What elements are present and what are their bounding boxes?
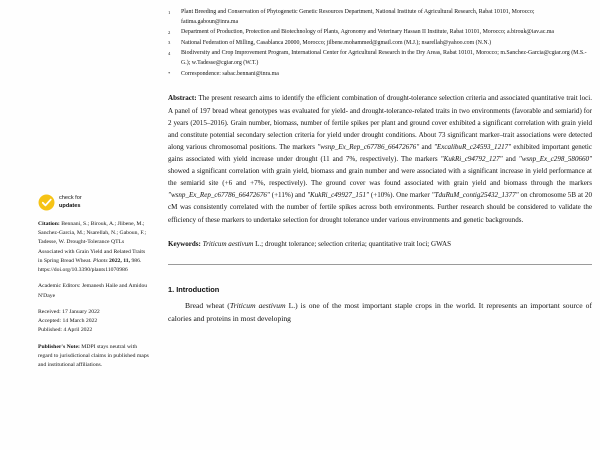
check-circle-icon — [38, 194, 55, 211]
citation-block — [38, 220, 150, 275]
date-received: Received: 17 January 2022 — [38, 308, 100, 315]
abstract-text-part-5: showed a significant correlation with grain yield, biomass and grain number and were associated with a significant increase in yield performance at the semiarid site (+6 and +7%, respectively). The ground cover was found associated with grain yield and biomass through the markers — [168, 167, 592, 188]
citation-year-volume: 2022, 11, — [107, 257, 131, 264]
abstract-marker-7: "TduRuM_contig25432_1377" — [431, 191, 519, 200]
correspondence-marker: * — [168, 71, 171, 77]
affiliation-marker: 1 — [168, 9, 171, 15]
citation-pages: 986. — [130, 257, 142, 264]
affiliation-item — [168, 28, 592, 38]
intro-species-name: Triticum aestivum — [229, 300, 286, 310]
badge-line-1: check for — [59, 195, 82, 202]
abstract-text-part-7: (+10%). One marker — [368, 191, 432, 200]
publisher-note-label: Publisher's Note: — [38, 343, 80, 350]
affiliation-item — [168, 49, 592, 69]
correspondence-text: Correspondence: sabac.bennani@inra.ma — [181, 70, 279, 77]
abstract-section — [168, 92, 592, 225]
introduction-paragraph — [168, 299, 592, 326]
academic-editors-label: Academic Editors: — [38, 283, 81, 290]
abstract-text-part-3: exhibited important genetic gains associated with yield increase under drought (11 and 7%, respectively). The markers — [168, 142, 592, 163]
abstract-text-part-1: The present research aims to identify the efficient combination of drought-tolerance selection criteria and associated quantitative trait loci. A panel of 197 bread wheat genotypes was evaluated for yield- and drought-tolerance-related traits in two environments (favorable and semiarid) for 2 years (2015–2016). Grain number, biomass, number of fertile spikes per plant and ground cover exhibited a significant correlation with grain yield and constitute potential secondary selection criteria for yield under drought conditions. About 73 significant marker–trait associations were detected along various chromosomal positions. The markers — [168, 94, 592, 151]
academic-editors-names: Jemanesh Haile and Amidou N'Daye — [38, 283, 148, 299]
academic-editors-block — [38, 282, 150, 300]
abstract-marker-5: "wsnp_Ex_Rep_c67786_66472676" — [168, 191, 270, 200]
abstract-text-part-2: and — [419, 142, 434, 151]
affiliation-item — [168, 8, 592, 28]
date-published: Published: 4 April 2022 — [38, 327, 93, 334]
date-accepted: Accepted: 14 March 2022 — [38, 318, 98, 325]
section-divider — [168, 264, 592, 265]
affiliations-list — [168, 8, 592, 79]
abstract-marker-3: "KukRi_c94792_127" — [440, 155, 503, 163]
affiliation-marker: 3 — [168, 40, 171, 46]
abstract-marker-6: "KukRi_c49927_151" — [307, 191, 369, 200]
affiliation-text: National Federation of Milling, Casablanca 20000, Morocco; jilbene.mohammed@gmail.com (M.J.); nsarellah@yahoo.com (N.N.) — [181, 39, 492, 46]
publication-dates-block — [38, 308, 150, 336]
citation-journal: Plants — [93, 257, 108, 264]
check-for-updates-label — [59, 195, 82, 209]
citation-text: Bennani, S.; Birouk, A.; Jlibene, M.; Sanchez-Garcia, M.; Nsarellah, N.; Gaboun, F.; Tadesse, W. Drought-Tolerance QTLs Associated with Grain Yield and Related Traits in Spring Bread Wheat. — [38, 221, 147, 264]
affiliation-text: Biodiversity and Crop Improvement Program, International Center for Agricultural Research in the Dry Areas, Rabat 10101, Morocco; m.Sanchez-Garcia@cgiar.org (M.S.-G.); w.Tadesse@cgiar.org (W.T.) — [181, 50, 587, 67]
citation-doi-link[interactable]: https://doi.org/10.3390/plants11070986 — [38, 267, 128, 274]
keywords-species: Triticum aestivum — [200, 239, 254, 248]
affiliation-text: Plant Breeding and Conservation of Phytogenetic Genetic Resources Department, National Institute of Agricultural Research, Rabat 10101, Morocco; fatima.gaboun@inra.ma — [181, 9, 535, 25]
keywords-label: Keywords: — [168, 239, 201, 248]
keywords-section — [168, 239, 592, 251]
abstract-text-part-4: and — [502, 155, 519, 163]
abstract-label: Abstract: — [168, 94, 197, 103]
affiliation-marker: 2 — [168, 29, 171, 35]
citation-label: Citation: — [38, 221, 60, 227]
affiliation-item — [168, 39, 592, 49]
abstract-marker-1: "wsnp_Ex_Rep_c67786_66472676" — [317, 142, 420, 151]
introduction-heading: 1. Introduction — [168, 284, 220, 294]
abstract-marker-4: "wsnp_Ex_c298_580660" — [518, 155, 592, 163]
article-main-column — [168, 0, 592, 326]
abstract-text-part-8: on chromosome 5B at 20 cM was consistently correlated with the number of fertile spikes across both environments. Further research should be considered to validate the efficiency of these markers to undertake selection for drought tolerance under various environments and genetic backgrounds. — [168, 191, 592, 224]
affiliation-text: Department of Production, Protection and Biotechnology of Plants, Agronomy and Veterinary Hassan II Institute, Rabat 10101, Morocco; a.birouk@iav.ac.ma — [181, 29, 555, 36]
publisher-note-text: MDPI stays neutral with regard to jurisdictional claims in published maps and institutional affiliations. — [38, 343, 149, 369]
intro-text-part-1: Bread wheat ( — [185, 300, 230, 310]
publisher-note-block — [38, 343, 150, 371]
article-metadata-sidebar — [38, 194, 150, 377]
intro-text-part-2: L.) is one of the most important staple crops in the world. It represents an important source of calories and proteins in most developing — [168, 300, 592, 324]
correspondence-item — [168, 70, 592, 80]
abstract-text-part-6: (+11%) and — [269, 191, 308, 200]
badge-line-2: updates — [59, 202, 81, 209]
affiliation-marker: 4 — [168, 50, 171, 56]
check-for-updates-badge[interactable] — [38, 194, 150, 211]
keywords-list: L.; drought tolerance; selection criteria; quantitative trait loci; GWAS — [253, 239, 451, 248]
abstract-marker-2: "ExcalibuR_c24593_1217" — [433, 142, 512, 151]
